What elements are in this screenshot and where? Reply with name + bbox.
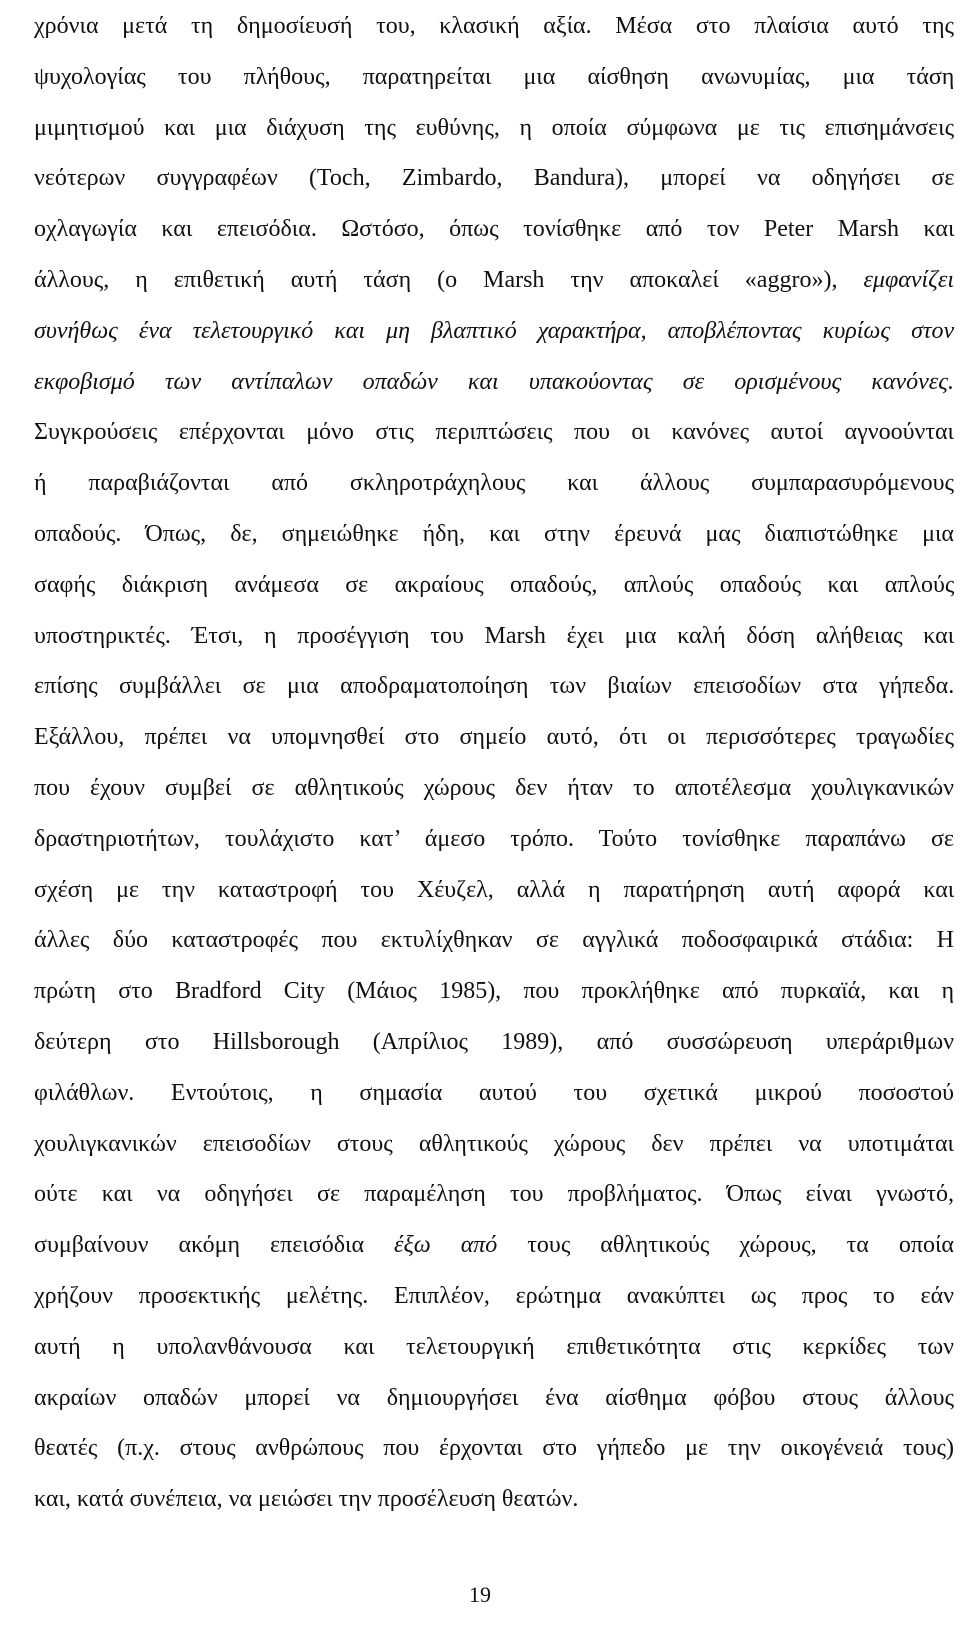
text-line [34,1,954,52]
text-segment: τους αθλητικούς χώρους, τα οποία [497,1232,954,1259]
text-line [34,255,954,306]
text-segment: Συγκρούσεις επέρχονται μόνο στις περιπτώσεις που οι κανόνες αυτοί αγνοούνται [34,419,954,446]
text-segment: χρόνια μετά τη δημοσίευσή του, κλασική αξία. Μέσα στο πλαίσια αυτό της [34,13,954,39]
text-line [34,306,954,357]
text-segment: ούτε και να οδηγήσει σε παραμέληση του προβλήματος. Όπως είναι γνωστό, [34,1181,954,1208]
text-line [34,52,954,103]
text-segment: Εξάλλου, πρέπει να υπομνησθεί στο σημείο αυτό, ότι οι περισσότερες τραγωδίες [34,724,954,751]
text-line [34,458,954,509]
italic-text: συνήθως ένα τελετουργικό και μη βλαπτικό χαρακτήρα, αποβλέποντας κυρίως στον [34,317,955,344]
italic-text: έξω από [394,1232,498,1259]
text-segment: μιμητισμού και μια διάχυση της ευθύνης, η οποία σύμφωνα με τις επισημάνσεις [34,114,955,141]
text-segment: οπαδούς. Όπως, δε, σημειώθηκε ήδη, και στην έρευνά μας διαπιστώθηκε μια [34,520,954,547]
text-line [34,357,954,408]
text-line [34,661,954,712]
text-segment: άλλους, η επιθετική αυτή τάση (ο Marsh την αποκαλεί «aggro»), [34,266,864,293]
text-line [34,103,954,154]
text-line [34,509,954,560]
text-line [34,611,954,662]
text-line [34,712,954,763]
text-line [34,814,954,865]
text-line [34,1119,954,1170]
text-segment: υποστηρικτές. Έτσι, η προσέγγιση του Marsh έχει μια καλή δόση αλήθειας και [34,622,955,649]
text-segment: πρώτη στο Bradford City (Μάιος 1985), που προκλήθηκε από πυρκαϊά, και η [34,978,954,1005]
text-segment: συμβαίνουν ακόμη επεισόδια [34,1232,395,1259]
text-line [34,1322,954,1373]
text-line [34,1017,954,1068]
text-segment: ή παραβιάζονται από σκληροτράχηλους και άλλους συμπαρασυρόμενους [34,470,954,497]
text-segment: σαφής διάκριση ανάμεσα σε ακραίους οπαδούς, απλούς οπαδούς και απλούς [34,571,955,598]
text-line [34,1373,954,1424]
text-segment: δραστηριοτήτων, τουλάχιστο κατ’ άμεσο τρόπο. Τούτο τονίσθηκε παραπάνω σε [34,825,954,852]
text-segment: σχέση με την καταστροφή του Χέυζελ, αλλά η παρατήρηση αυτή αφορά και [34,876,955,903]
text-line [34,1220,954,1271]
text-line [34,1271,954,1322]
page-number: 19 [469,1582,491,1607]
text-line [34,966,954,1017]
text-line [34,915,954,966]
text-segment: και, κατά συνέπεια, να μειώσει την προσέλευση θεατών. [34,1486,579,1513]
text-segment: επίσης συμβάλλει σε μια αποδραματοποίηση των βιαίων επεισοδίων στα γήπεδα. [34,673,955,700]
italic-text: εκφοβισμό των αντίπαλων οπαδών και υπακούοντας σε ορισμένους κανόνες. [34,368,954,395]
text-line [34,865,954,916]
text-line [34,1423,954,1474]
text-line [34,1068,954,1119]
text-segment: οχλαγωγία και επεισόδια. Ωστόσο, όπως τονίσθηκε από τον Peter Marsh και [34,216,955,243]
text-segment: αυτή η υπολανθάνουσα και τελετουργική επιθετικότητα στις κερκίδες των [34,1333,954,1360]
text-segment: που έχουν συμβεί σε αθλητικούς χώρους δεν ήταν το αποτέλεσμα χουλιγκανικών [34,774,954,801]
text-line [34,407,954,458]
text-line [34,560,954,611]
text-segment: χουλιγκανικών επεισοδίων στους αθλητικούς χώρους δεν πρέπει να υποτιμάται [34,1130,954,1157]
text-segment: νεότερων συγγραφέων (Toch, Zimbardo, Bandura), μπορεί να οδηγήσει σε [34,165,955,192]
text-segment: θεατές (π.χ. στους ανθρώπους που έρχονται στο γήπεδο με την οικογένειά τους) [34,1435,954,1462]
text-line [34,204,954,255]
text-segment: ψυχολογίας του πλήθους, παρατηρείται μια αίσθηση ανωνυμίας, μια τάση [34,63,955,90]
italic-text: εμφανίζει [863,266,954,293]
text-segment: ακραίων οπαδών μπορεί να δημιουργήσει ένα αίσθημα φόβου στους άλλους [34,1384,954,1411]
text-line [34,153,954,204]
text-segment: δεύτερη στο Hillsborough (Απρίλιος 1989), από συσσώρευση υπεράριθμων [34,1028,954,1055]
text-line [34,763,954,814]
text-segment: χρήζουν προσεκτικής μελέτης. Επιπλέον, ερώτημα ανακύπτει ως προς το εάν [34,1282,954,1309]
text-segment: φιλάθλων. Εντούτοις, η σημασία αυτού του σχετικά μικρού ποσοστού [34,1079,954,1106]
text-segment: άλλες δύο καταστροφές που εκτυλίχθηκαν σε αγγλικά ποδοσφαιρικά στάδια: Η [34,927,954,954]
text-line [34,1169,954,1220]
text-line [34,1474,954,1525]
body-paragraph [34,1,954,1525]
